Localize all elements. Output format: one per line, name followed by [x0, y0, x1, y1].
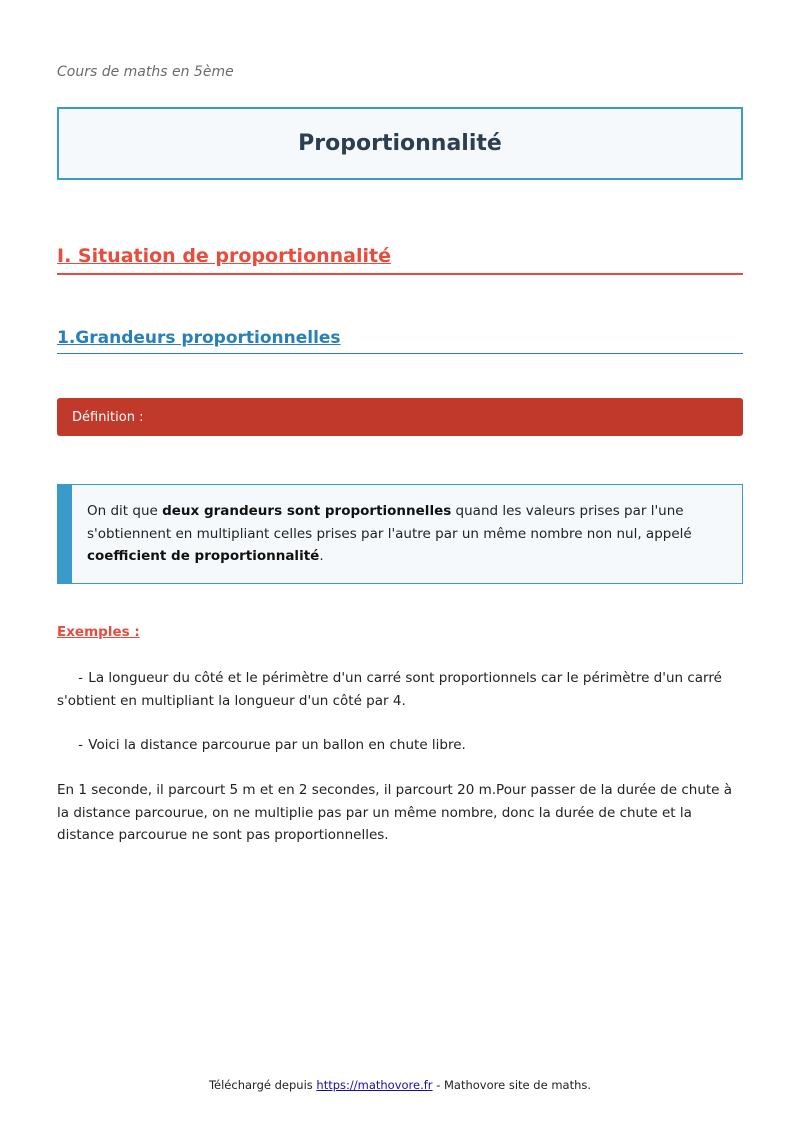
- definition-text-part1: On dit que: [87, 503, 163, 519]
- section-heading-text: I. Situation de proportionnalité: [57, 245, 391, 267]
- example-item: [57, 734, 747, 757]
- examples-heading: Exemples :: [57, 624, 140, 640]
- bullet-dash: -: [78, 670, 83, 686]
- definition-text-part2: quand les valeurs prises par l'une s'obtiennent en multipliant celles prises par l'autre par un même nombre non nul, appelé: [87, 503, 692, 542]
- definition-banner: [57, 398, 743, 436]
- bullet-dash: -: [78, 737, 83, 753]
- footer: [0, 1078, 800, 1092]
- example-text: Voici la distance parcourue par un ballon en chute libre.: [84, 737, 466, 753]
- body-paragraph: En 1 seconde, il parcourt 5 m et en 2 secondes, il parcourt 20 m.Pour passer de la durée de chute à la distance parcourue, on ne multiplie pas par un même nombre, donc la durée de chute et la distance parcourue ne sont pas proportionnelles.: [57, 782, 733, 843]
- example-text: La longueur du côté et le périmètre d'un carré sont proportionnels car le périmètre d'un carré s'obtient en multipliant la longueur d'un côté par 4.: [57, 670, 722, 709]
- subsection-heading-text: 1.Grandeurs proportionnelles: [57, 328, 341, 348]
- page-title: Proportionnalité: [298, 131, 502, 156]
- subsection-heading: [57, 328, 743, 354]
- footer-suffix: - Mathovore site de maths.: [432, 1078, 592, 1092]
- title-box: [57, 107, 743, 180]
- definition-bold-term: deux grandeurs sont proportionnelles: [162, 503, 452, 519]
- footer-link[interactable]: https://mathovore.fr: [316, 1078, 433, 1092]
- definition-bold-coefficient: coefficient de proportionnalité: [87, 548, 320, 564]
- section-heading: [57, 245, 743, 275]
- definition-label: Définition :: [72, 409, 144, 425]
- definition-text-part3: .: [319, 548, 324, 564]
- definition-box: [57, 484, 743, 584]
- course-header-note: Cours de maths en 5ème: [57, 64, 234, 80]
- example-item: [57, 667, 747, 712]
- footer-prefix: Téléchargé depuis: [208, 1078, 317, 1092]
